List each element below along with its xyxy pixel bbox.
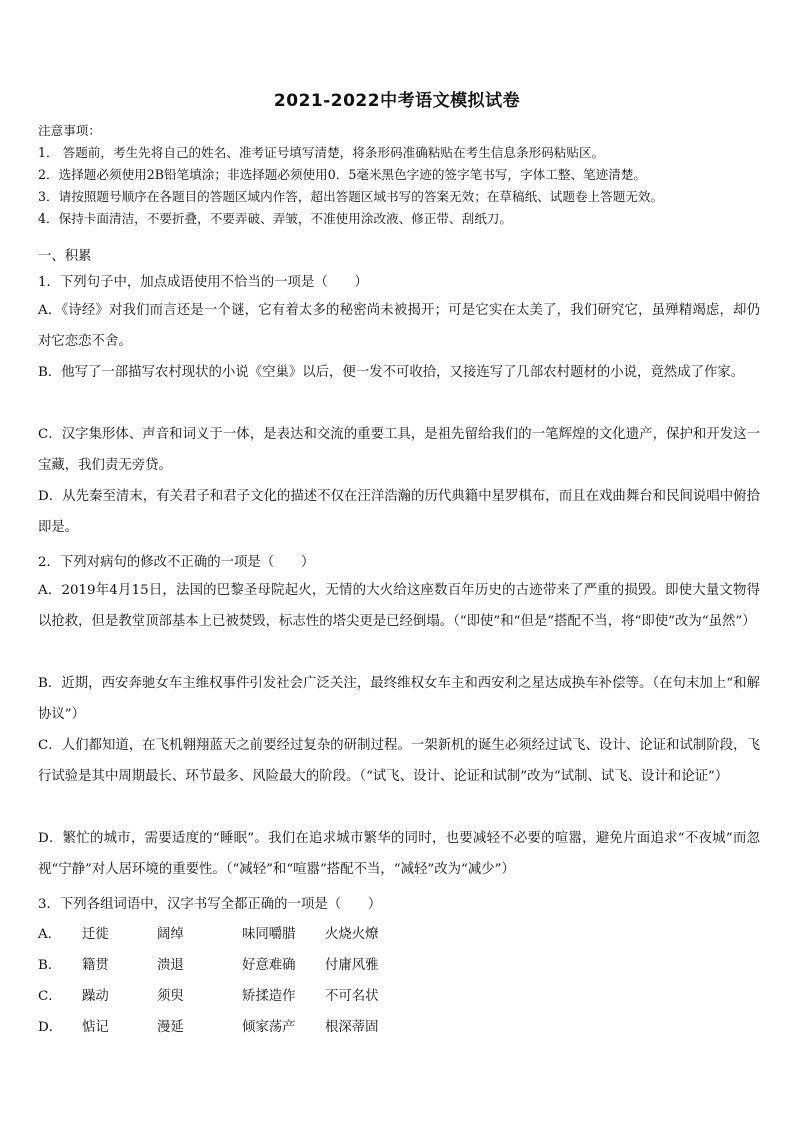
notice-item: 2．选择题必须使用2B铅笔填涂；非选择题必须使用0．5毫米黑色字迹的签字笔书写，字体工整、笔迹清楚。	[38, 167, 647, 182]
question-2-option-c: C．人们都知道，在飞机翱翔蓝天之前要经过复杂的研制过程。一架新机的诞生必须经过试飞、设计、论证和试制阶段，飞行试验是其中周期最长、环节最多、风险最大的阶段。（“试飞、设计、论证和试制”改为“试制、试飞、设计和论证”）	[38, 738, 760, 784]
option-word: 迁徙	[82, 927, 109, 942]
question-3-options	[38, 917, 758, 1041]
option-word: 漫延	[157, 1020, 184, 1035]
notice-item: 1． 答题前，考生先将自己的姓名、准考证号填写清楚，将条形码准确粘贴在考生信息条形码粘贴区。	[38, 145, 605, 160]
option-word: 倾家荡产	[242, 1020, 296, 1035]
option-word: 火烧火燎	[325, 927, 379, 942]
question-1-option-b: B．他写了一部描写农村现状的小说《空巢》以后，便一发不可收拾，又接连写了几部农村题材的小说，竟然成了作家。	[38, 365, 745, 380]
option-word: 根深蒂固	[325, 1020, 379, 1035]
notice-heading: 注意事项：	[38, 123, 101, 138]
option-key: A．	[38, 927, 62, 942]
option-word: 不可名状	[325, 989, 379, 1004]
question-1-stem: 1．下列句子中，加点成语使用不恰当的一项是（ ）	[38, 275, 368, 290]
option-word: 阔绰	[157, 927, 184, 942]
question-3-stem: 3．下列各组词语中，汉字书写全都正确的一项是（ ）	[38, 897, 382, 912]
option-key: B．	[38, 958, 62, 973]
question-3-option-a	[38, 917, 758, 948]
option-word: 躁动	[82, 989, 109, 1004]
question-3-option-c	[38, 979, 758, 1010]
option-word: 须臾	[157, 989, 184, 1004]
question-1-option-c: C．汉字集形体、声音和词义于一体，是表达和交流的重要工具，是祖先留给我们的一笔辉煌的文化遗产，保护和开发这一宝藏，我们责无旁贷。	[38, 427, 760, 473]
question-2-option-a: A．2019年4月15日，法国的巴黎圣母院起火，无情的大火给这座数百年历史的古迹带来了严重的损毁。即使大量文物得以抢救，但是教堂顶部基本上已被焚毁，标志性的塔尖更是已经倒塌。（“即使”和“但是”搭配不当，将“即使”改为“虽然”）	[38, 583, 760, 629]
question-3-option-d	[38, 1010, 758, 1041]
option-word: 惦记	[82, 1020, 109, 1035]
question-2-stem: 2．下列对病句的修改不正确的一项是（ ）	[38, 555, 315, 570]
option-key: D．	[38, 1020, 63, 1035]
page-title: 2021-2022中考语文模拟试卷	[273, 91, 521, 111]
notice-block	[38, 120, 758, 230]
option-word: 付庸风雅	[325, 958, 379, 973]
question-2-option-d: D．繁忙的城市，需要适度的“睡眠”。我们在追求城市繁华的同时，也要减轻不必要的喧嚣，避免片面追求“不夜城”而忽视“宁静”对人居环境的重要性。（“减轻”和“喧嚣”搭配不当，“减轻”改为“减少”）	[38, 831, 760, 877]
option-key: C．	[38, 989, 62, 1004]
question-2-option-b: B．近期，西安奔驰女车主维权事件引发社会广泛关注，最终维权女车主和西安利之星达成换车补偿等。（在句末加上“和解协议”）	[38, 676, 760, 722]
notice-item: 4．保持卡面清洁，不要折叠，不要弄破、弄皱，不准使用涂改液、修正带、刮纸刀。	[38, 211, 512, 226]
question-1-option-a: A．《诗经》对我们而言还是一个谜，它有着太多的秘密尚未被揭开；可是它实在太美了，我们研究它，虽殚精竭虑，却仍对它恋恋不舍。	[38, 303, 760, 349]
option-word: 籍贯	[82, 958, 109, 973]
option-word: 矫揉造作	[242, 989, 296, 1004]
question-3-option-b	[38, 948, 758, 979]
notice-item: 3．请按照题号顺序在各题目的答题区域内作答，超出答题区域书写的答案无效；在草稿纸、试题卷上答题无效。	[38, 189, 664, 204]
question-1-option-d: D．从先秦至清末，有关君子和君子文化的描述不仅在汪洋浩瀚的历代典籍中星罗棋布，而且在戏曲舞台和民间说唱中俯拾即是。	[38, 489, 760, 535]
option-word: 味同嚼腊	[242, 927, 296, 942]
option-word: 溃退	[157, 958, 184, 973]
option-word: 好意难确	[242, 958, 296, 973]
section-heading: 一、积累	[38, 249, 92, 264]
